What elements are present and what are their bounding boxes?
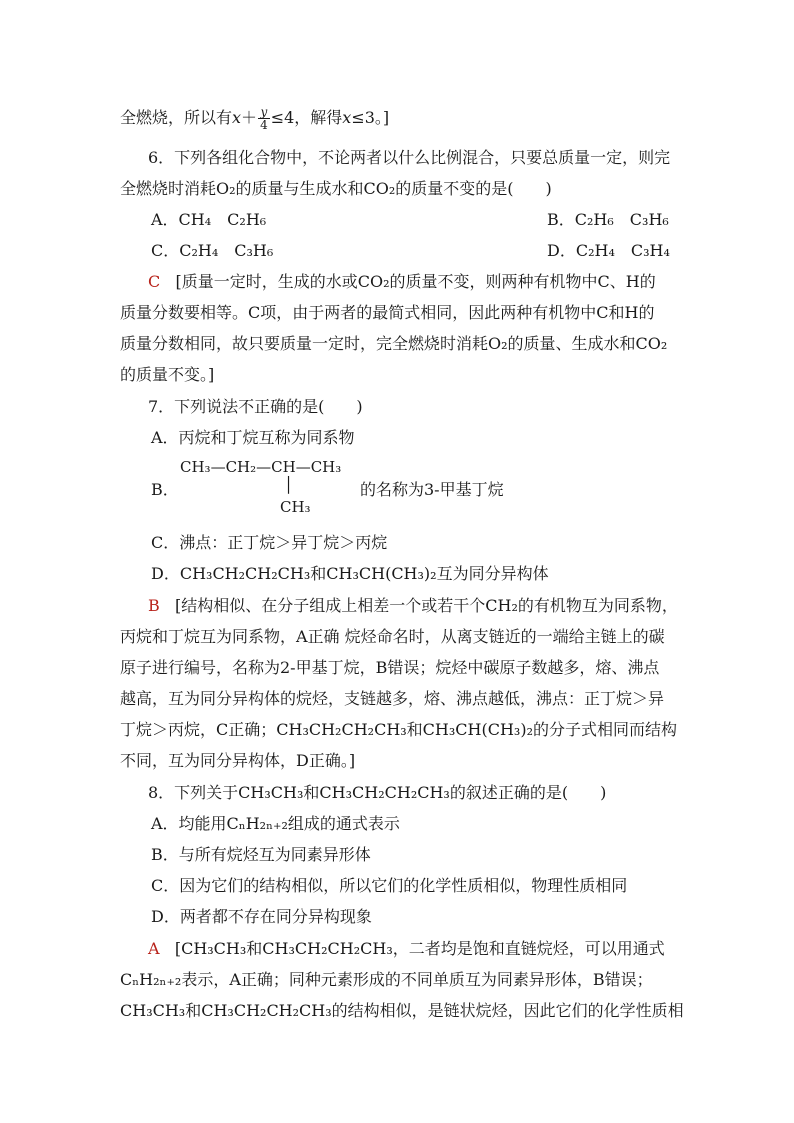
question-6-stem-cont: 全燃烧时消耗O₂的质量与生成水和CO₂的质量不变的是( ) <box>120 179 552 198</box>
option-7c[interactable]: C．沸点：正丁烷＞异丁烷＞丙烷 <box>151 533 388 552</box>
answer-8-letter: A <box>148 939 160 958</box>
answer-7-line3: 原子进行编号，名称为2-甲基丁烷，B错误；烷烃中碳原子数越多，熔、沸点 <box>120 658 660 677</box>
var-x: x <box>342 108 352 127</box>
var-x: x <box>232 108 242 127</box>
option-7b-text: 的名称为3-甲基丁烷 <box>360 480 504 499</box>
main-chain: CH₃—CH₂—CH—CH₃ <box>180 458 342 476</box>
option-8b[interactable]: B．与所有烷烃互为同素异形体 <box>151 845 371 864</box>
question-6-options-row1 <box>151 210 711 230</box>
option-6d[interactable]: D．C₂H₄ C₃H₄ <box>547 241 670 260</box>
question-6-options-row2 <box>151 241 711 261</box>
answer-7-line1 <box>148 596 708 616</box>
answer-6-letter: C <box>148 272 161 291</box>
answer-7-line2: 丙烷和丁烷互为同系物，A正确 烷烃命名时，从离支链近的一端给主链上的碳 <box>120 627 665 646</box>
option-6a[interactable]: A．CH₄ C₂H₆ <box>151 210 267 229</box>
answer-7-line5: 丁烷＞丙烷，C正确；CH₃CH₂CH₂CH₃和CH₃CH(CH₃)₂的分子式相同而结构 <box>120 720 677 739</box>
question-7-stem: 7．下列说法不正确的是( ) <box>148 397 363 416</box>
option-8a[interactable]: A．均能用CₙH₂ₙ₊₂组成的通式表示 <box>151 814 400 833</box>
plus-sign: ＋ <box>241 108 258 127</box>
answer-8-line1 <box>148 939 708 959</box>
text-run: [结构相似、在分子组成上相差一个或若干个CH₂的有机物互为同系物， <box>175 596 678 615</box>
answer-8-line3: CH₃CH₃和CH₃CH₂CH₂CH₃的结构相似，是链状烷烃，因此它们的化学性质相 <box>120 1001 684 1020</box>
fraction-numerator: y <box>258 106 270 119</box>
option-7d[interactable]: D．CH₃CH₂CH₂CH₃和CH₃CH(CH₃)₂互为同分异构体 <box>151 564 549 583</box>
text-run: ≤4，解得 <box>270 108 343 127</box>
option-7a[interactable]: A．丙烷和丁烷互称为同系物 <box>151 428 355 447</box>
text-run: 全燃烧，所以有 <box>120 108 233 127</box>
structural-formula <box>180 458 360 524</box>
answer-7-line6: 不同，互为同分异构体，D正确。] <box>120 751 356 770</box>
text-run: [质量一定时，生成的水或CO₂的质量不变，则两种有机物中C、H的 <box>175 272 656 291</box>
answer-6-line4: 的质量不变。] <box>120 365 215 384</box>
question-8-stem: 8．下列关于CH₃CH₃和CH₃CH₂CH₂CH₃的叙述正确的是( ) <box>148 783 607 802</box>
text-run: ≤3。] <box>351 108 390 127</box>
branch-bond: │ <box>284 476 294 494</box>
answer-6-line3: 质量分数相同，故只要质量一定时，完全燃烧时消耗O₂的质量、生成水和CO₂ <box>120 334 668 353</box>
answer-7-letter: B <box>148 596 160 615</box>
option-8d[interactable]: D．两者都不存在同分异构现象 <box>151 907 372 926</box>
prev-answer-tail <box>120 106 680 131</box>
option-8c[interactable]: C．因为它们的结构相似，所以它们的化学性质相似，物理性质相同 <box>151 876 628 895</box>
fraction-y-over-4 <box>258 106 270 131</box>
answer-7-line4: 越高，互为同分异构体的烷烃，支链越多，熔、沸点越低，沸点：正丁烷＞异 <box>120 689 665 708</box>
answer-6-line2: 质量分数要相等。C项，由于两者的最简式相同，因此两种有机物中C和H的 <box>120 303 655 322</box>
fraction-denominator: 4 <box>260 118 268 132</box>
option-6b[interactable]: B．C₂H₆ C₃H₆ <box>547 210 669 229</box>
question-6-stem: 6．下列各组化合物中，不论两者以什么比例混合，只要总质量一定，则完 <box>148 148 671 167</box>
answer-6-line1 <box>148 272 708 292</box>
option-7b-label[interactable]: B． <box>151 480 179 499</box>
option-6c[interactable]: C．C₂H₄ C₃H₆ <box>151 241 274 260</box>
answer-8-line2: CₙH₂ₙ₊₂表示，A正确；同种元素形成的不同单质互为同素异形体，B错误； <box>120 970 653 989</box>
text-run: [CH₃CH₃和CH₃CH₂CH₂CH₃，二者均是饱和直链烷烃，可以用通式 <box>174 939 665 958</box>
branch-methyl: CH₃ <box>280 498 311 516</box>
